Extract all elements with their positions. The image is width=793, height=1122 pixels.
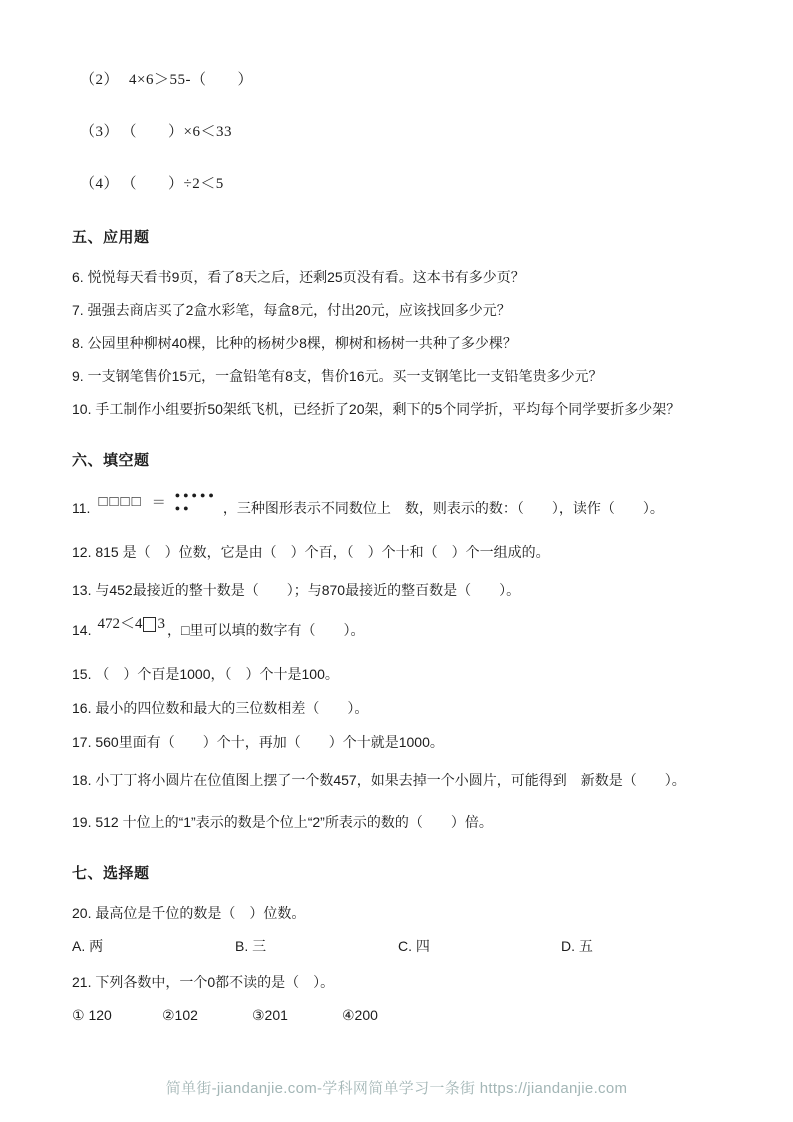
item-number: （2）: [80, 72, 120, 88]
place-value-dots: [175, 491, 217, 513]
section-title-application: 五、应用题: [72, 229, 150, 246]
fill-blank-item: 16. 最小的四位数和最大的三位数相差（ ）。: [72, 700, 369, 716]
boxed-digit-expression: [97, 614, 165, 634]
math-expression: 472＜4: [97, 616, 143, 632]
digit-box: [143, 617, 156, 632]
choice-option: ① 120: [72, 1007, 112, 1023]
choice-option: B. 三: [235, 938, 267, 954]
math-expression: 4×6＞55-（ ）: [129, 72, 253, 88]
section-title-choice: 七、选择题: [72, 865, 150, 882]
fill-blank-item: 19. 512 十位上的“1”表示的数是个位上“2”所表示的数的（ ）倍。: [72, 814, 493, 830]
application-problem: 8. 公园里种柳树40棵，比种的杨树少8棵，柳树和杨树一共种了多少棵？: [72, 335, 517, 351]
inequality-item: [80, 174, 735, 194]
application-problem: 10. 手工制作小组要折50架纸飞机，已经折了20架，剩下的5个同学折，平均每个同学要折多少架？: [72, 401, 681, 417]
choice-options-row: [72, 1005, 735, 1025]
choice-question: 20. 最高位是千位的数是（ ）位数。: [72, 905, 306, 921]
math-expression: （ ）×6＜33: [129, 124, 232, 140]
inequality-item: [80, 122, 735, 142]
fill-blank-item: 13. 与452最接近的整十数是（ ）；与870最接近的整百数是（ ）。: [72, 582, 521, 598]
application-problem: 6. 悦悦每天看书9页，看了8天之后，还剩25页没有看。这本书有多少页？: [72, 269, 525, 285]
footer-watermark: 简单街-jiandanjie.com-学科网简单学习一条街 https://jiandanjie.com: [165, 1080, 628, 1097]
inequality-item: [80, 70, 735, 90]
item-number: （4）: [80, 176, 120, 192]
choice-options-row: [72, 936, 735, 956]
place-value-squares: □□□□: [98, 493, 143, 510]
choice-option: ②102: [162, 1007, 198, 1023]
choice-question: 21. 下列各数中，一个0都不读的是（ ）。: [72, 974, 335, 990]
choice-option: C. 四: [398, 938, 430, 954]
fill-blank-item: 15. （ ）个百是1000，（ ）个十是100。: [72, 666, 339, 682]
fill-blank-item: 17. 560里面有（ ）个十，再加（ ）个十就是1000。: [72, 734, 444, 750]
fill-blank-item: 18. 小丁丁将小圆片在位值图上摆了一个数457，如果去掉一个小圆片，可能得到 新数是（ ）。: [72, 772, 686, 788]
choice-option: A. 两: [72, 938, 104, 954]
fill-blank-item: [72, 490, 735, 518]
choice-option: ③201: [252, 1007, 288, 1023]
application-problem: 7. 强强去商店买了2盒水彩笔，每盒8元，付出20元，应该找回多少元？: [72, 302, 511, 318]
dot-row-bottom: ●●: [174, 503, 192, 513]
fill-blank-text: ，□里可以填的数字有（ ）。: [166, 622, 365, 638]
fill-blank-text: ，三种图形表示不同数位上 数，则表示的数：（ ），读作（ ）。: [222, 500, 664, 516]
fill-blank-item: 12. 815 是（ ）位数，它是由（ ）个百，（ ）个十和（ ）个一组成的。: [72, 544, 550, 560]
choice-option: D. 五: [561, 938, 593, 954]
item-number: 11.: [72, 500, 91, 516]
math-expression: 3: [157, 616, 165, 632]
equals-sign: ＝: [151, 494, 166, 510]
fill-blank-item: [72, 616, 735, 640]
item-number: 14.: [72, 622, 92, 638]
section-title-fill-blank: 六、填空题: [72, 452, 150, 469]
choice-option: ④200: [342, 1007, 378, 1023]
place-value-diagram: [98, 491, 216, 513]
application-problem: 9. 一支钢笔售价15元，一盒铅笔有8支，售价16元。买一支钢笔比一支铅笔贵多少元？: [72, 368, 603, 384]
item-number: （3）: [80, 124, 120, 140]
math-expression: （ ）÷2＜5: [129, 176, 224, 192]
dot-row-top: ●●●●●: [174, 490, 217, 500]
